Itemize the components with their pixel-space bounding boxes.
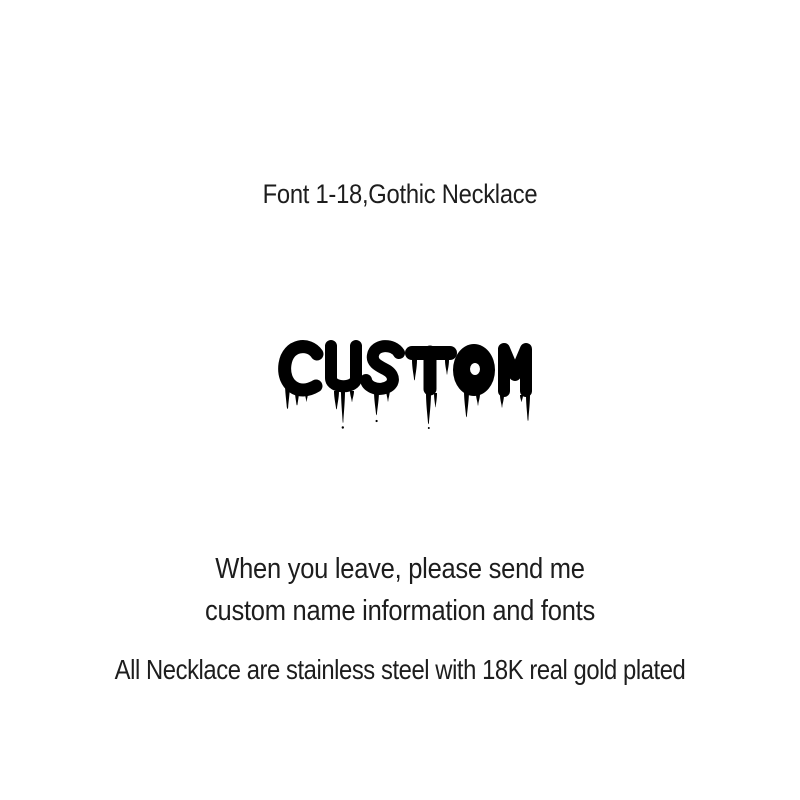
custom-gothic-text-graphic — [278, 339, 536, 429]
note-line-3: All Necklace are stainless steel with 18K real gold plated — [114, 654, 686, 685]
note-line-2: custom name information and fonts — [205, 595, 595, 627]
page-title: Font 1-18,Gothic Necklace — [262, 179, 538, 209]
dripping-letters — [285, 344, 530, 429]
note-line-1: When you leave, please send me — [215, 553, 585, 585]
